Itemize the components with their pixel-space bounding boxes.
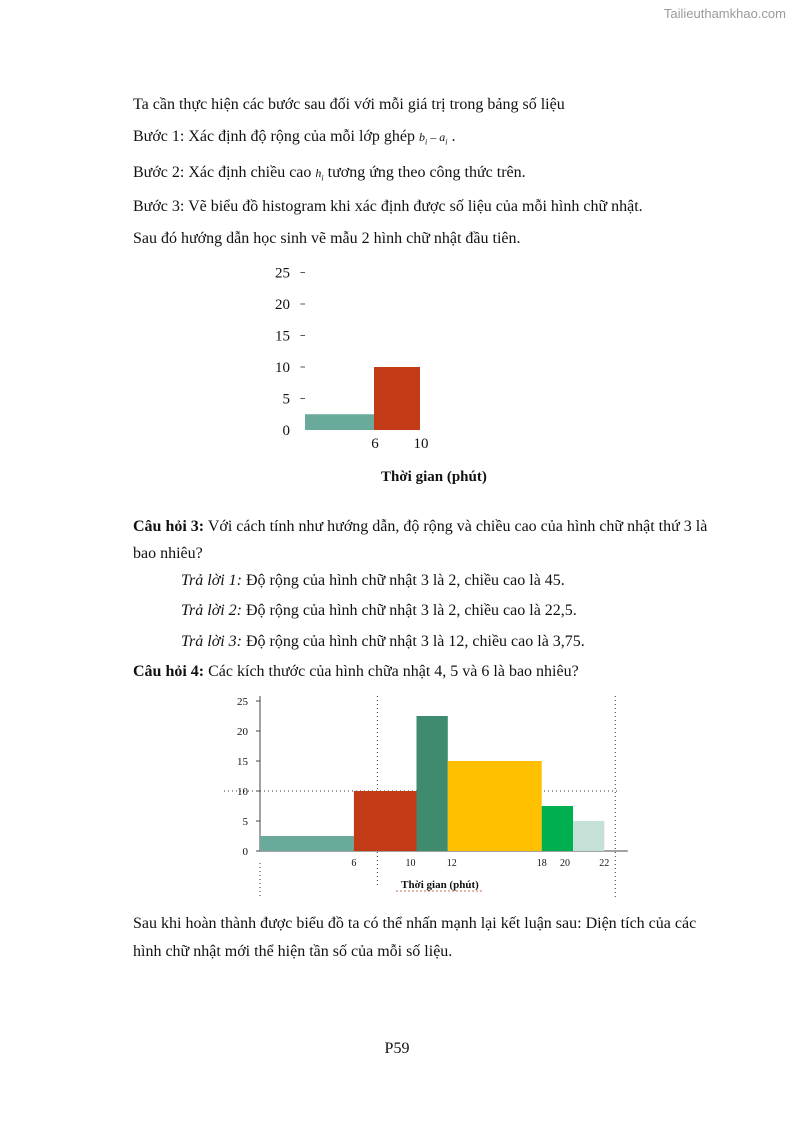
y-tick-label: 20 — [275, 297, 290, 313]
question3-text: Với cách tính như hướng dẫn, độ rộng và chiều cao của hình chữ nhật thứ 3 là bao nhiêu? — [133, 518, 708, 562]
intro-paragraph: Ta cần thực hiện các bước sau đối với mỗi giá trị trong bảng số liệu — [133, 96, 565, 113]
question3-paragraph — [133, 513, 723, 567]
step2-paragraph — [133, 163, 733, 188]
chart1-xlabel: Thời gian (phút) — [381, 469, 487, 485]
page-number: P59 — [384, 1040, 410, 1057]
question4-label: Câu hỏi 4: — [133, 663, 205, 680]
histogram-bar — [573, 821, 604, 851]
step2-text: Bước 2: Xác định chiều cao — [133, 164, 312, 181]
after-paragraph: Sau đó hướng dẫn học sinh vẽ mẫu 2 hình chữ nhật đầu tiên. — [133, 230, 521, 247]
answer-2: Trả lời 2: Độ rộng của hình chữ nhật 3 là 2, chiều cao là 22,5. — [181, 602, 577, 619]
conclusion-paragraph: Sau khi hoàn thành được biểu đồ ta có thể nhấn mạnh lại kết luận sau: Diện tích của các hình chữ nhật mới thể hiện tần số của mỗi số liệu. — [133, 915, 697, 960]
x-tick-label: 18 — [536, 858, 547, 869]
histogram-chart-1 — [260, 255, 500, 455]
step2-formula: $h_i$ — [315, 166, 324, 183]
x-tick-label: 20 — [560, 858, 570, 869]
histogram-chart-2 — [222, 688, 642, 900]
histogram-bar — [354, 791, 417, 851]
question3-label: Câu hỏi 3: — [133, 518, 205, 535]
y-tick-label: 0 — [242, 846, 248, 858]
histogram-bar — [305, 414, 374, 430]
step1-formula: $b_i - a_i$ — [418, 130, 448, 147]
step1-paragraph: Bước 1: Xác định độ rộng của mỗi lớp ghép $b_i - a_i$ . — [133, 128, 456, 147]
histogram-bar — [374, 367, 420, 430]
question4-text: Các kích thước của hình chữa nhật 4, 5 và 6 là bao nhiêu? — [204, 663, 579, 680]
x-tick-label: 22 — [599, 858, 610, 869]
answer-3: Trả lời 3: Độ rộng của hình chữ nhật 3 là 12, chiều cao là 3,75. — [181, 633, 585, 650]
y-tick-label: 20 — [237, 726, 248, 738]
step1-text: Bước 1: Xác định độ rộng của mỗi lớp ghép — [133, 128, 415, 145]
y-tick-label: 10 — [275, 360, 290, 376]
y-tick-label: 25 — [275, 265, 290, 282]
histogram-bar — [417, 716, 448, 851]
x-tick-label: 10 — [405, 858, 416, 869]
y-tick-label: 5 — [242, 816, 248, 828]
y-tick-label: 25 — [237, 696, 248, 708]
question4-paragraph — [133, 662, 733, 682]
step2-end: tương ứng theo công thức trên. — [327, 164, 526, 181]
x-tick-label: 10 — [413, 436, 429, 452]
histogram-bar — [448, 761, 542, 851]
x-tick-label: 12 — [446, 858, 457, 869]
histogram-bar — [260, 836, 354, 851]
step3-paragraph: Bước 3: Vẽ biểu đồ histogram khi xác định được số liệu của mỗi hình chữ nhật. — [133, 198, 643, 215]
x-tick-label: 6 — [351, 858, 357, 869]
y-tick-label: 10 — [237, 786, 248, 798]
y-tick-label: 15 — [275, 328, 290, 345]
watermark: Tailieuthamkhao.com — [663, 6, 786, 21]
x-tick-label: 6 — [371, 436, 379, 452]
chart2-xlabel: Thời gian (phút) — [401, 879, 479, 891]
y-tick-label: 0 — [282, 423, 290, 439]
histogram-bar — [542, 806, 573, 851]
y-tick-label: 15 — [237, 756, 248, 768]
y-tick-label: 5 — [282, 391, 290, 408]
answer-1: Trả lời 1: Độ rộng của hình chữ nhật 3 là 2, chiều cao là 45. — [181, 572, 565, 589]
